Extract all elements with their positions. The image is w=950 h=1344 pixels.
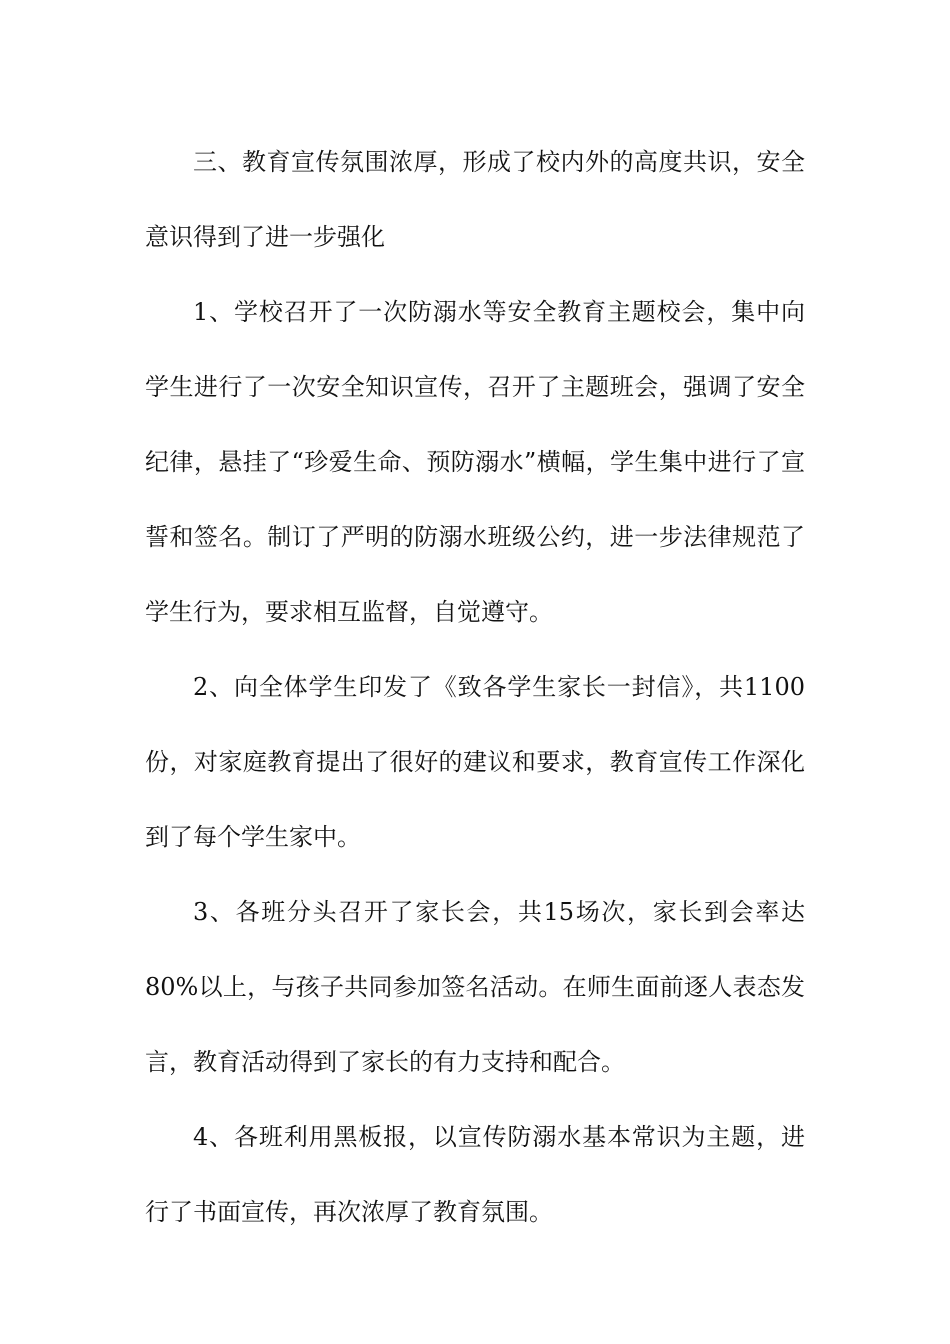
paragraph-item-1: 1、学校召开了一次防溺水等安全教育主题校会，集中向学生进行了一次安全知识宣传，召开了主题班会，强调了安全纪律，悬挂了“珍爱生命、预防溺水”横幅，学生集中进行了宣誓和签名。制订了严明的防溺水班级公约，进一步法律规范了学生行为，要求相互监督，自觉遵守。 [145, 298, 805, 626]
paragraph-item-4: 4、各班利用黑板报，以宣传防溺水基本常识为主题，进行了书面宣传，再次浓厚了教育氛围。 [145, 1123, 805, 1226]
section-heading: 三、教育宣传氛围浓厚，形成了校内外的高度共识，安全意识得到了进一步强化 [145, 148, 805, 251]
paragraph-item-3: 3、各班分头召开了家长会，共15场次，家长到会率达80%以上，与孩子共同参加签名活动。在师生面前逐人表态发言，教育活动得到了家长的有力支持和配合。 [145, 898, 805, 1076]
document-body [145, 125, 805, 1250]
paragraph-item-2: 2、向全体学生印发了《致各学生家长一封信》，共1100份，对家庭教育提出了很好的建议和要求，教育宣传工作深化到了每个学生家中。 [145, 673, 805, 851]
